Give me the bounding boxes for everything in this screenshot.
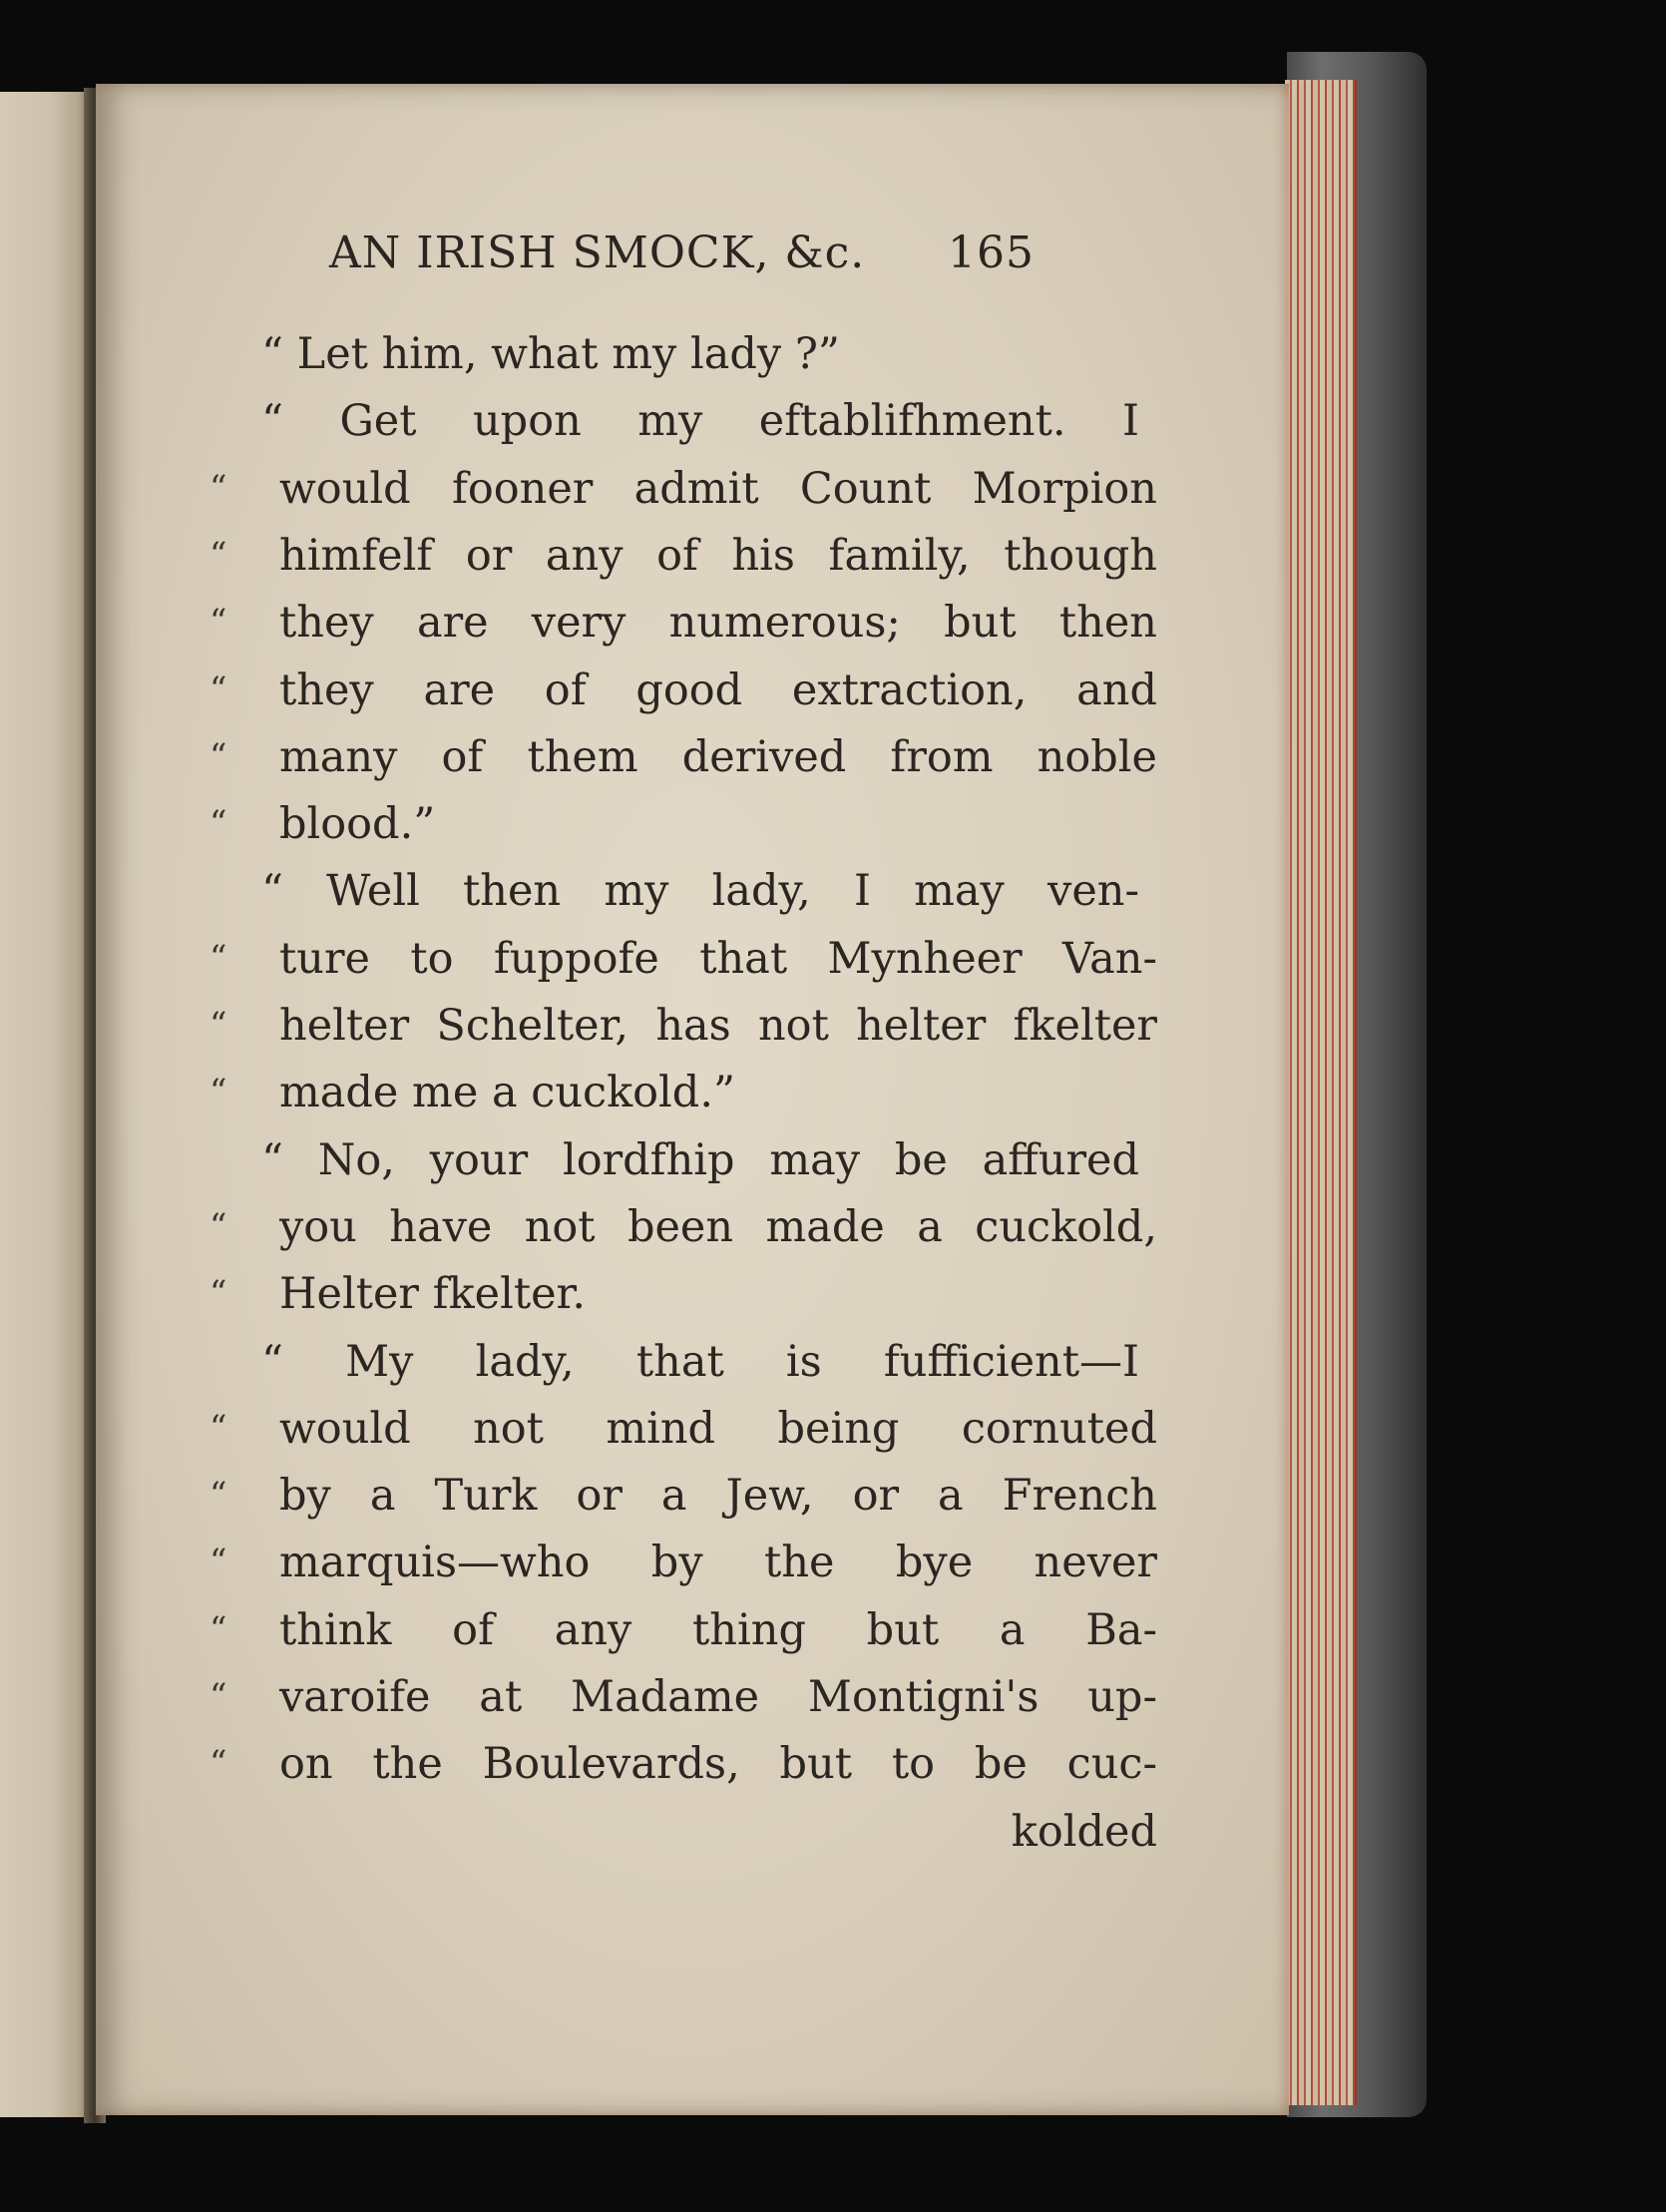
page-edges bbox=[1285, 80, 1357, 2105]
text-line bbox=[209, 1269, 1167, 1333]
line-text: Helter fkelter. bbox=[279, 1269, 587, 1320]
previous-page-edge bbox=[0, 92, 92, 2117]
text-line bbox=[209, 329, 1167, 393]
text-line bbox=[209, 665, 1167, 729]
quotation-mark: “ bbox=[209, 1205, 227, 1246]
line-text: marquis—who by the bye never bbox=[279, 1538, 1157, 1588]
text-line bbox=[209, 1807, 1167, 1871]
text-line bbox=[209, 732, 1167, 796]
text-line bbox=[209, 396, 1167, 460]
quotation-mark: “ bbox=[209, 602, 227, 643]
quotation-mark: “ bbox=[209, 803, 227, 844]
line-text: kolded bbox=[1011, 1806, 1157, 1857]
text-line bbox=[209, 1672, 1167, 1736]
line-text: “ Let him, what my lady ?” bbox=[261, 329, 840, 379]
quotation-mark: “ bbox=[209, 534, 227, 575]
line-text: varoife at Madame Montigni's up- bbox=[279, 1672, 1157, 1722]
text-line bbox=[209, 1605, 1167, 1669]
quotation-mark: “ bbox=[209, 1475, 227, 1516]
running-title: AN IRISH SMOCK, &c. bbox=[329, 227, 866, 278]
quotation-mark: “ bbox=[209, 668, 227, 709]
text-line bbox=[209, 1739, 1167, 1803]
line-text: “ Get upon my eftablifhment. I bbox=[261, 396, 1139, 447]
quotation-mark: “ bbox=[209, 1743, 227, 1784]
quotation-mark: “ bbox=[209, 1273, 227, 1314]
quotation-mark: “ bbox=[209, 1005, 227, 1045]
line-text: made me a cuckold.” bbox=[279, 1068, 735, 1118]
text-line bbox=[209, 1471, 1167, 1535]
line-text: would not mind being cornuted bbox=[279, 1403, 1157, 1454]
line-text: by a Turk or a Jew, or a French bbox=[279, 1471, 1157, 1522]
line-text: on the Boulevards, but to be cuc- bbox=[279, 1739, 1157, 1790]
line-text: helter Schelter, has not helter fkelter bbox=[279, 1001, 1157, 1051]
quotation-mark: “ bbox=[209, 1072, 227, 1112]
line-text: ture to fuppofe that Mynheer Van- bbox=[279, 933, 1157, 984]
text-line bbox=[209, 1068, 1167, 1131]
text-line bbox=[209, 1135, 1167, 1199]
text-line bbox=[209, 1337, 1167, 1401]
line-text: think of any thing but a Ba- bbox=[279, 1604, 1157, 1655]
text-line bbox=[209, 464, 1167, 528]
quotation-mark: “ bbox=[209, 1542, 227, 1582]
quotation-mark: “ bbox=[209, 735, 227, 776]
text-line bbox=[209, 866, 1167, 930]
line-text: himfelf or any of his family, though bbox=[279, 530, 1157, 581]
text-line bbox=[209, 1538, 1167, 1601]
line-text: would fooner admit Count Morpion bbox=[279, 463, 1157, 514]
line-text: blood.” bbox=[279, 799, 436, 850]
line-text: “ Well then my lady, I may ven- bbox=[261, 866, 1139, 917]
line-text: you have not been made a cuckold, bbox=[279, 1201, 1157, 1252]
quotation-mark: “ bbox=[209, 1676, 227, 1716]
text-line bbox=[209, 1404, 1167, 1468]
text-line bbox=[209, 799, 1167, 863]
line-text: they are very numerous; but then bbox=[279, 598, 1157, 649]
line-text: “ My lady, that is fufficient—I bbox=[261, 1336, 1139, 1387]
line-text: they are of good extraction, and bbox=[279, 664, 1157, 715]
page-number: 165 bbox=[948, 227, 1035, 278]
text-line bbox=[209, 1202, 1167, 1266]
text-line bbox=[209, 598, 1167, 662]
quotation-mark: “ bbox=[209, 1608, 227, 1649]
quotation-mark: “ bbox=[209, 467, 227, 508]
quotation-mark: “ bbox=[209, 1407, 227, 1448]
text-line bbox=[209, 531, 1167, 595]
text-line bbox=[209, 1001, 1167, 1065]
quotation-mark: “ bbox=[209, 937, 227, 978]
text-line bbox=[209, 934, 1167, 998]
line-text: “ No, your lordfhip may be affured bbox=[261, 1134, 1139, 1185]
line-text: many of them derived from noble bbox=[279, 731, 1157, 782]
